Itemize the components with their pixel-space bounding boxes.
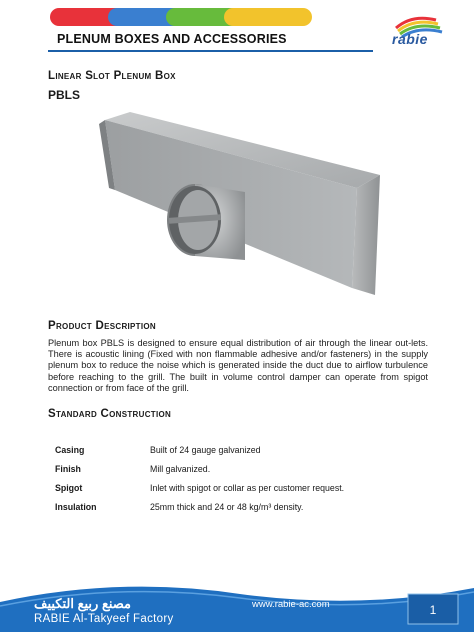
footer-arabic-name: مصنع ربيع التكييف: [34, 596, 132, 611]
footer-website-link[interactable]: www.rabie-ac.com: [252, 599, 330, 610]
product-code: PBLS: [48, 88, 81, 102]
spec-value: Inlet with spigot or collar as per customer request.: [150, 483, 345, 493]
spec-value: 25mm thick and 24 or 48 kg/m³ density.: [150, 502, 304, 512]
header-divider: [48, 50, 373, 52]
description-heading: Product Description: [48, 320, 156, 332]
spec-key: Spigot: [55, 483, 83, 493]
spec-key: Insulation: [55, 502, 97, 512]
spec-key: Finish: [55, 464, 81, 474]
plenum-box-photo: [95, 110, 385, 305]
product-title: Linear Slot Plenum Box: [48, 70, 176, 82]
description-text: Plenum box PBLS is designed to ensure equal distribution of air through the linear out-lets. There is acoustic lining (Fixed with non flammable adhesive and/or fasteners) in the supply plenum box to reduce the noise which is generated inside the duct due to airflow turbulence before reaching to the grill. The built in volume control damper can operate from spigot connection or from face of the grill.: [48, 338, 428, 393]
page-number: 1: [429, 603, 437, 617]
footer-company-name: RABIE Al-Takyeef Factory: [34, 613, 174, 625]
spec-value: Built of 24 gauge galvanized: [150, 445, 261, 455]
header-color-stripes: [50, 8, 312, 26]
spec-key: Casing: [55, 445, 85, 455]
page-header-title: PLENUM BOXES AND ACCESSORIES: [57, 32, 287, 46]
construction-heading: Standard Construction: [48, 408, 172, 420]
stripe-yellow: [224, 8, 312, 26]
logo-wordmark: rabie: [392, 31, 428, 47]
spec-value: Mill galvanized.: [150, 464, 211, 474]
